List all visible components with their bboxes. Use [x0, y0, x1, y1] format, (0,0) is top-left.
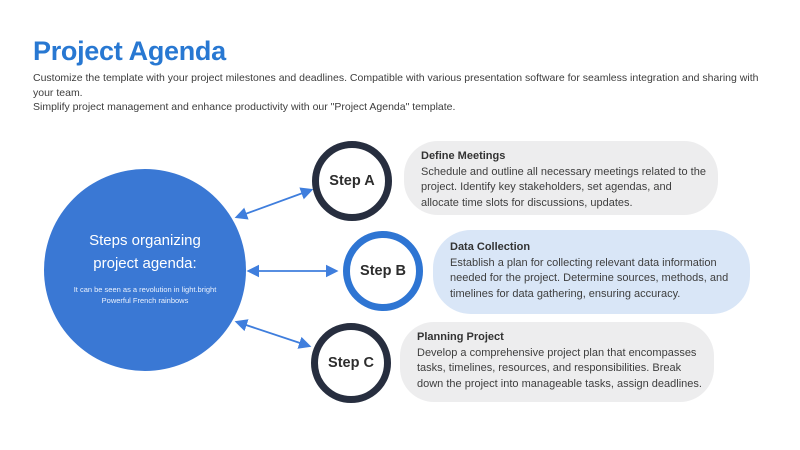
page-title: Project Agenda [33, 36, 226, 66]
hub-heading-line-1: Steps organizing [89, 232, 201, 249]
hub-subtext-line-1: It can be seen as a revolution in light.bright [73, 285, 217, 294]
subtitle-line-1: Customize the template with your project milestones and deadlines. Compatible with various presentation software for seamless integration and sharing with your team. [33, 72, 759, 99]
hub-heading [44, 229, 246, 275]
step-a-circle [312, 141, 392, 221]
step-a-card [404, 141, 718, 215]
arrow-hub-to-step-c [237, 322, 309, 346]
step-a-card-body: Schedule and outline all necessary meetings related to the project. Identify key stakeholders, set agendas, and allocate time slots for discussions, updates. [421, 165, 706, 209]
step-b-circle [343, 231, 423, 311]
step-a-label: Step A [329, 173, 375, 189]
step-b-label: Step B [360, 263, 406, 279]
step-c-circle [311, 323, 391, 403]
hub-heading-line-2: project agenda: [93, 255, 197, 272]
slide-subtitle [33, 71, 763, 115]
step-c-card [400, 322, 714, 402]
step-c-card-title: Planning Project [417, 331, 504, 343]
step-b-card [433, 230, 750, 314]
hub-subtext [44, 284, 246, 306]
hub-subtext-line-2: Powerful French rainbows [101, 296, 189, 305]
step-b-card-body: Establish a plan for collecting relevant data information needed for the project. Determine sources, methods, and timelines for data gathering, ensuring accuracy. [450, 256, 729, 300]
arrow-hub-to-step-a [237, 190, 311, 217]
hub-circle [44, 169, 246, 371]
step-a-card-title: Define Meetings [421, 150, 506, 162]
subtitle-line-2: Simplify project management and enhance productivity with our "Project Agenda" template. [33, 101, 456, 113]
step-c-label: Step C [328, 355, 374, 371]
step-b-card-title: Data Collection [450, 241, 531, 253]
step-c-card-body: Develop a comprehensive project plan that encompasses tasks, timelines, resources, and responsibilities. Break down the project into manageable tasks, assign deadlines. [417, 346, 702, 390]
